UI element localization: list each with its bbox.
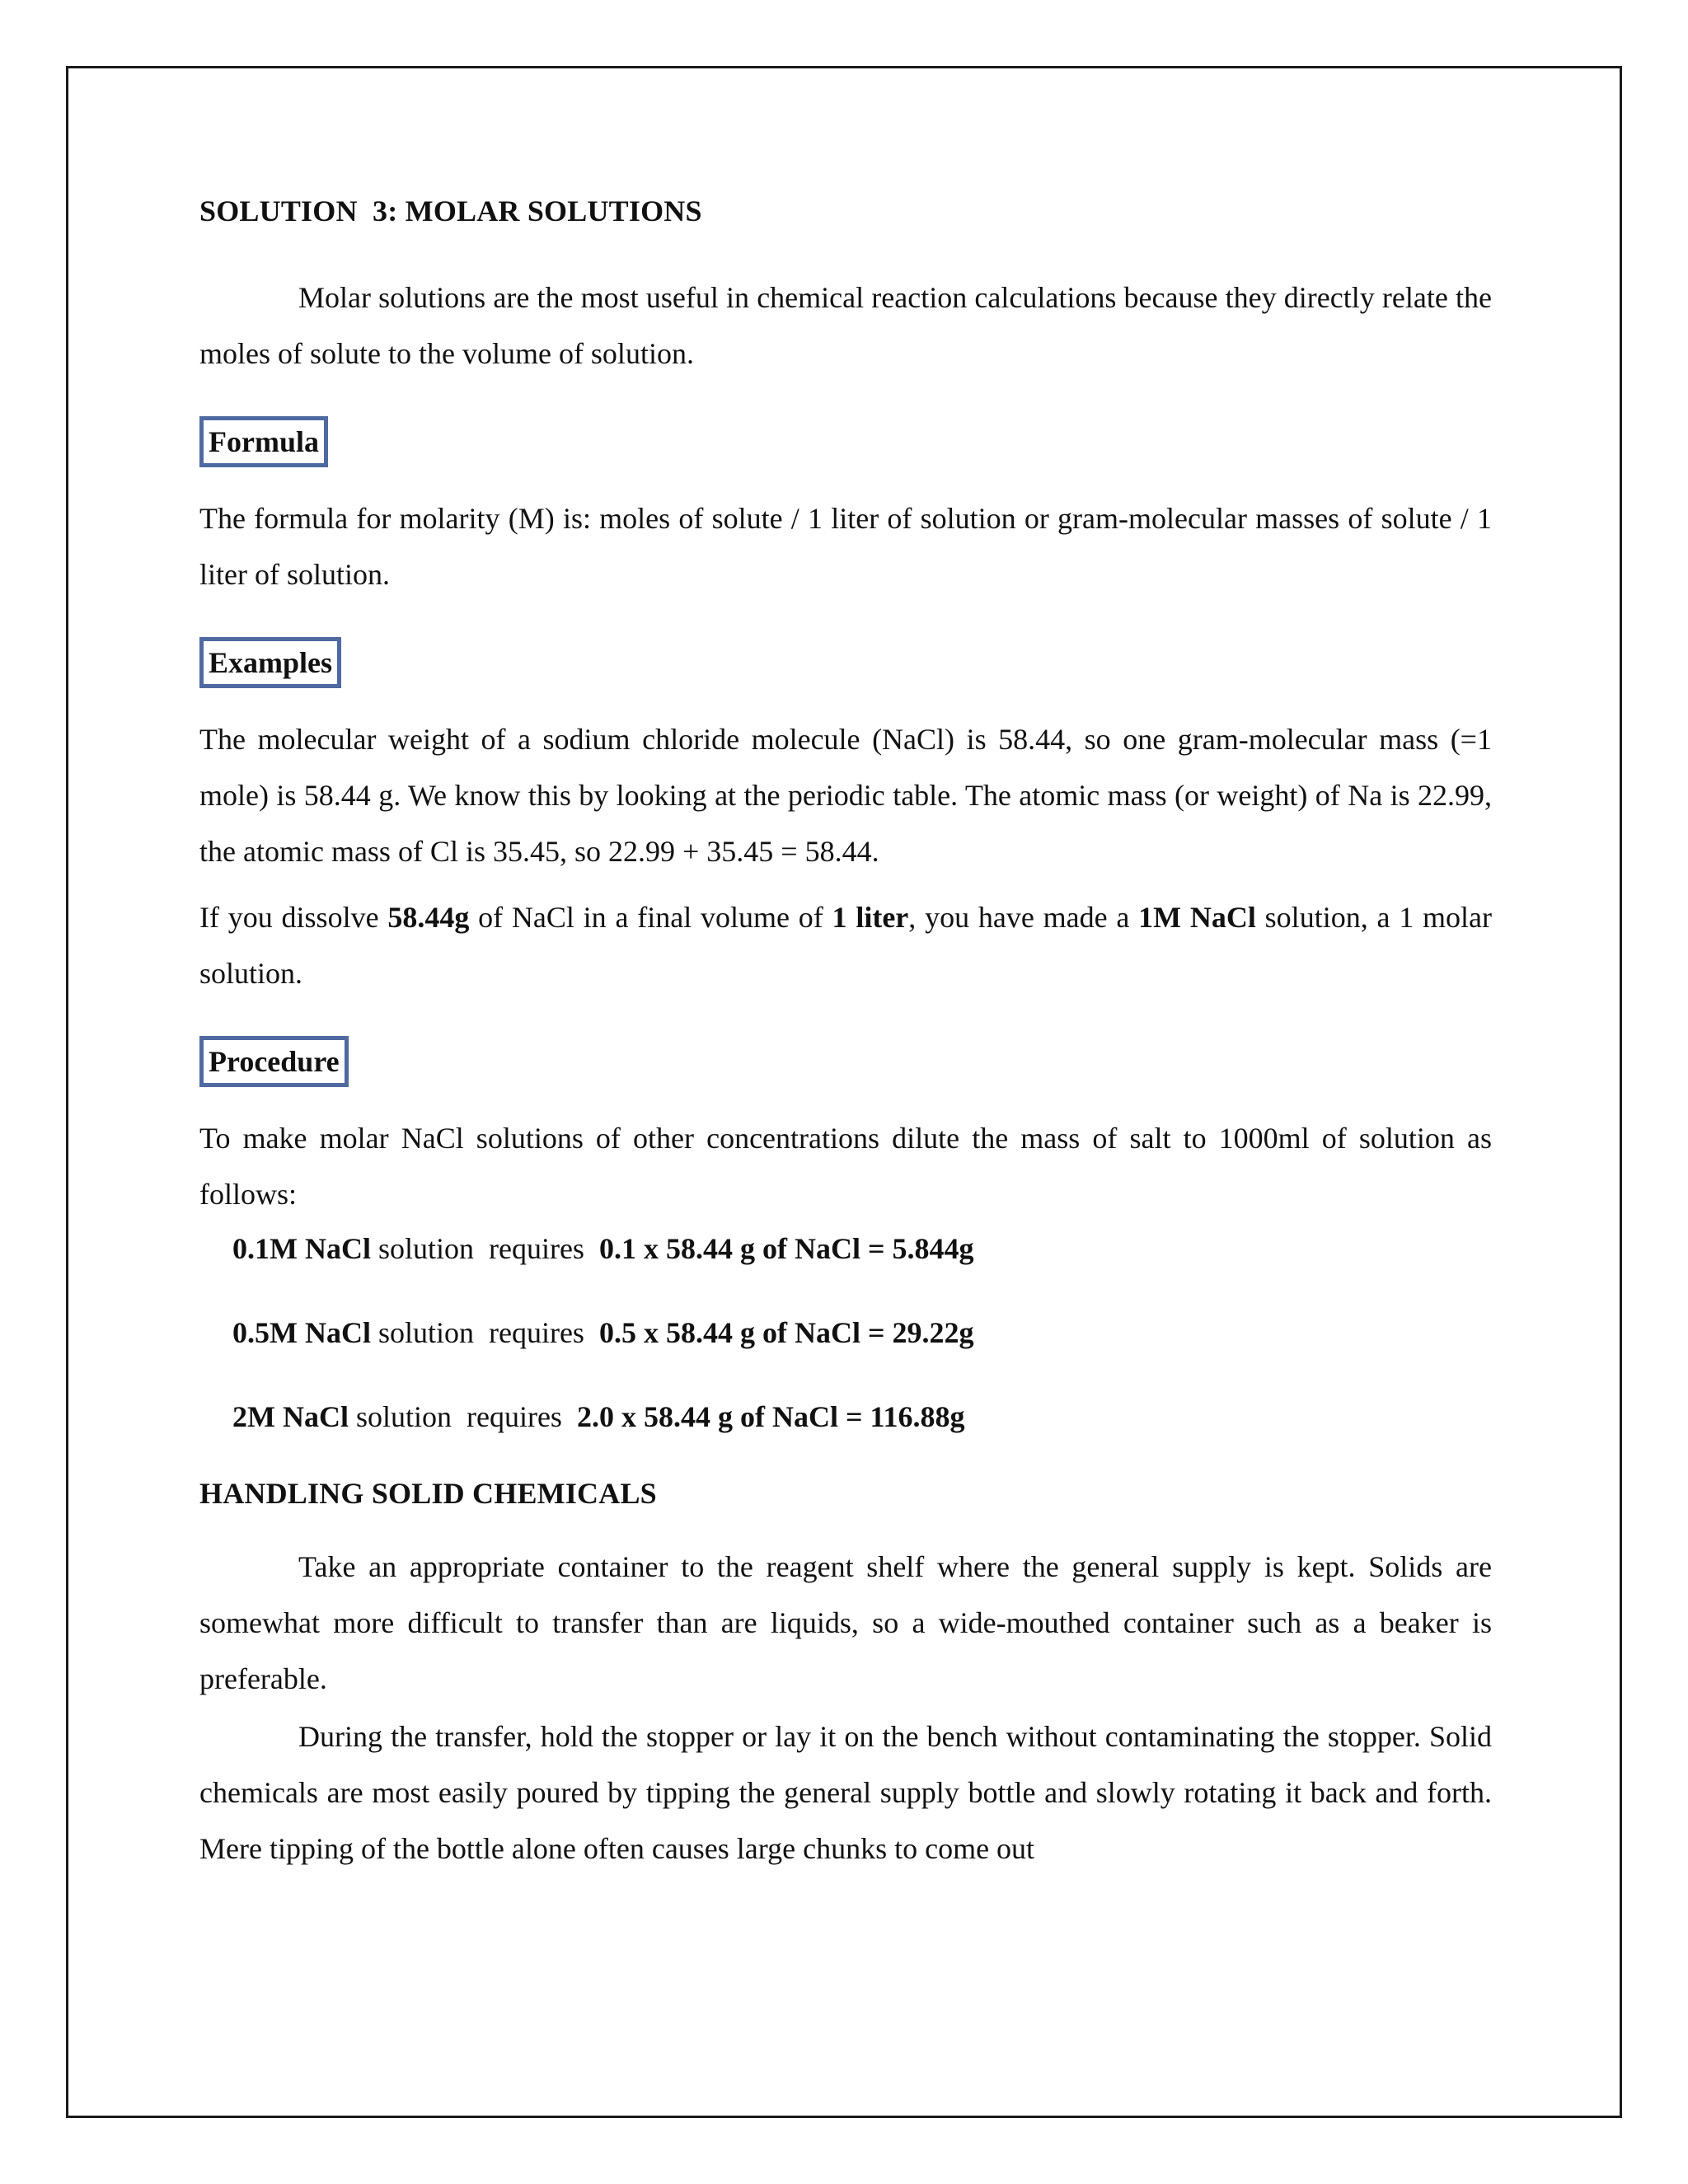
requirement-text: solution requires [370,1316,599,1349]
requirement-solution: 0.5M NaCl [232,1316,371,1349]
formula-paragraph: The formula for molarity (M) is: moles of solute / 1 liter of solution or gram-molecular masses of solute / 1 liter of solution. [199,502,1492,591]
procedure-label: Procedure [199,1036,349,1087]
document-content [199,194,1492,1877]
requirement-solution: 2M NaCl [232,1400,349,1433]
text-run: , you have made a [908,901,1139,934]
text-run: solution, a 1 molar solution. [199,901,1493,990]
section-title-molar-solutions: SOLUTION 3: MOLAR SOLUTIONS [199,194,702,227]
mass-value: 58.44g [387,901,470,934]
section-title-handling-solid-chemicals: HANDLING SOLID CHEMICALS [199,1477,657,1510]
text-run: of NaCl in a final volume of [469,901,832,934]
volume-value: 1 liter [832,901,909,934]
requirement-text: solution requires [348,1400,577,1433]
examples-dissolve-paragraph [199,889,1492,1001]
requirement-calculation: 0.5 x 58.44 g of NaCl = 29.22g [598,1316,974,1349]
requirement-line [199,1400,1492,1433]
requirement-solution: 0.1M NaCl [232,1232,371,1265]
handling-paragraph-1: Take an appropriate container to the reagent shelf where the general supply is kept. Solids are somewhat more difficult to transfer than are liquids, so a wide-mouthed container such as a beaker is preferable. [199,1550,1492,1695]
intro-paragraph: Molar solutions are the most useful in chemical reaction calculations because they directly relate the moles of solute to the volume of solution. [199,281,1492,370]
examples-paragraph: The molecular weight of a sodium chloride molecule (NaCl) is 58.44, so one gram-molecular mass (=1 mole) is 58.44 g. We know this by looking at the periodic table. The atomic mass (or weight) of Na is 22.99, the atomic mass of Cl is 35.45, so 22.99 + 35.45 = 58.44. [199,723,1492,868]
text-run: If you dissolve [199,901,388,934]
requirement-text: solution requires [370,1232,599,1265]
requirement-calculation: 0.1 x 58.44 g of NaCl = 5.844g [598,1232,974,1265]
requirement-calculation: 2.0 x 58.44 g of NaCl = 116.88g [576,1400,965,1433]
requirement-line [199,1232,1492,1265]
procedure-paragraph: To make molar NaCl solutions of other concentrations dilute the mass of salt to 1000ml of solution as follows: [199,1122,1492,1211]
handling-paragraph-2: During the transfer, hold the stopper or lay it on the bench without contaminating the stopper. Solid chemicals are most easily poured by tipping the general supply bottle and slowly rotating it back and forth. Mere tipping of the bottle alone often causes large chunks to come out [199,1720,1492,1865]
examples-label: Examples [199,637,341,688]
molarity-value: 1M NaCl [1138,901,1256,934]
requirement-line [199,1316,1492,1349]
formula-label: Formula [199,416,328,467]
